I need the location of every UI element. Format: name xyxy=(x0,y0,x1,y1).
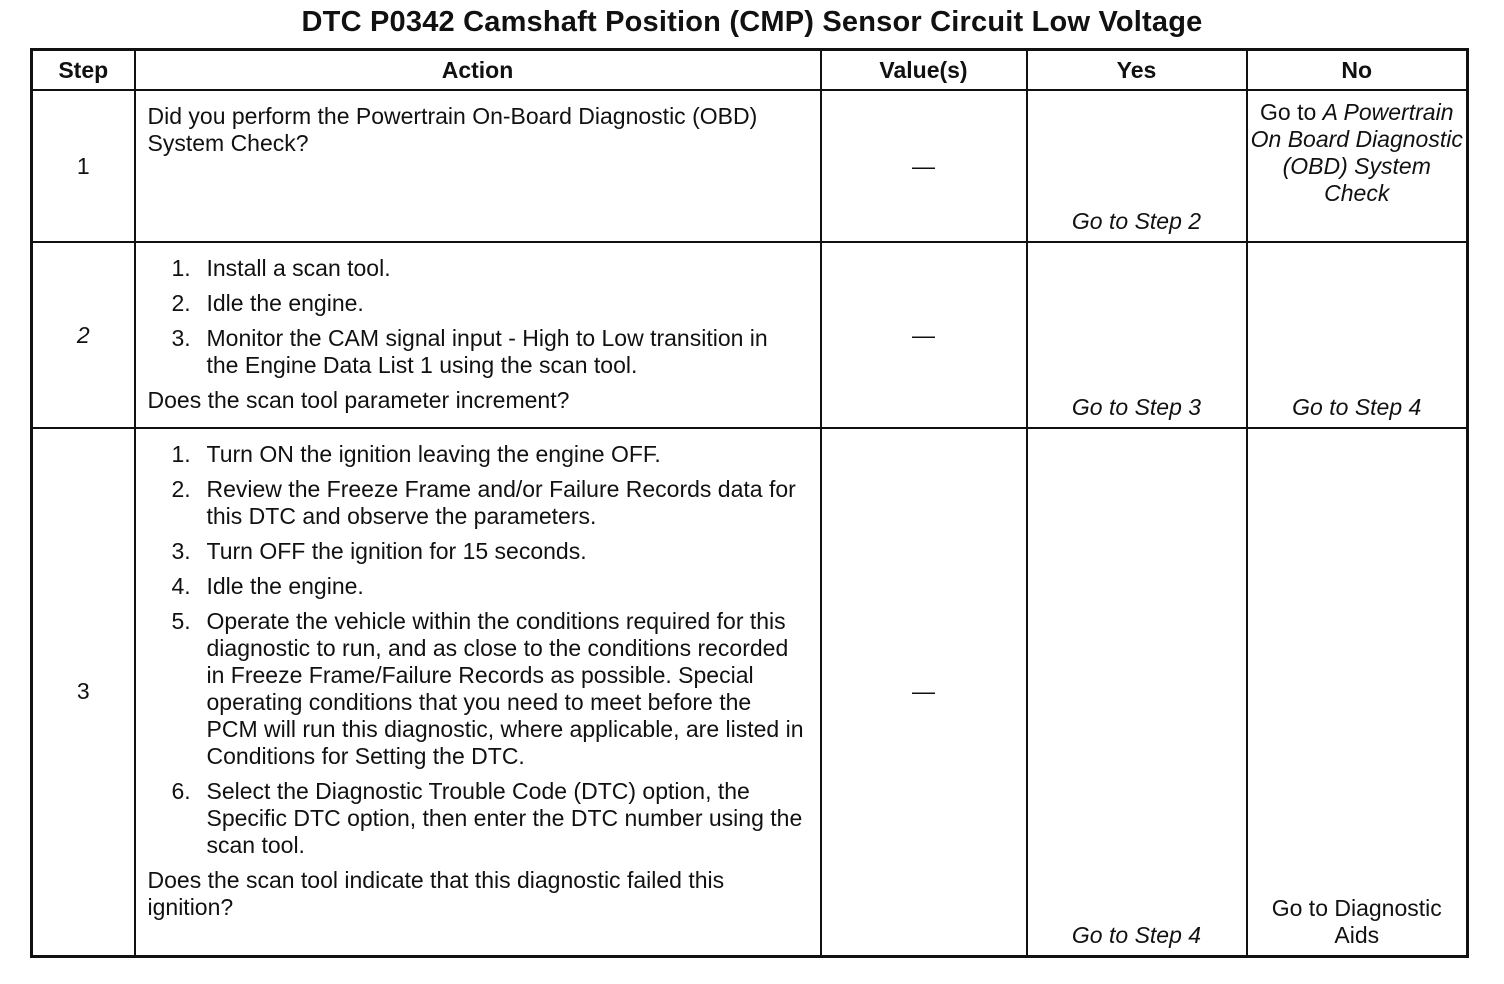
action-step xyxy=(172,441,806,468)
step-index: 6. xyxy=(171,778,191,804)
action-cell xyxy=(135,242,821,428)
step-index: 2. xyxy=(171,476,191,502)
action-step xyxy=(172,608,806,770)
action-step xyxy=(172,325,806,379)
header-step: Step xyxy=(32,50,135,91)
action-steps-list xyxy=(148,255,806,379)
value-cell: — xyxy=(821,428,1027,956)
yes-cell: Go to Step 4 xyxy=(1027,428,1247,956)
table-row xyxy=(32,428,1468,956)
action-steps-list xyxy=(148,441,806,859)
step-text: Idle the engine. xyxy=(206,573,364,599)
no-link-text: A Powertrain On Board Diagnostic (OBD) System Check xyxy=(1250,99,1463,206)
value-cell: — xyxy=(821,90,1027,242)
step-index: 5. xyxy=(171,608,191,634)
step-number: 2 xyxy=(32,242,135,428)
yes-cell: Go to Step 3 xyxy=(1027,242,1247,428)
step-index: 3. xyxy=(171,538,191,564)
header-values: Value(s) xyxy=(821,50,1027,91)
no-cell: Go to Diagnostic Aids xyxy=(1247,428,1468,956)
step-number: 3 xyxy=(32,428,135,956)
no-cell xyxy=(1247,90,1468,242)
table-row xyxy=(32,242,1468,428)
step-index: 3. xyxy=(171,325,191,351)
action-question: Does the scan tool indicate that this diagnostic failed this ignition? xyxy=(147,867,725,920)
step-text: Monitor the CAM signal input - High to Low transition in the Engine Data List 1 using the scan tool. xyxy=(206,325,768,378)
action-step xyxy=(172,573,806,600)
diagnostic-table xyxy=(30,48,1469,958)
step-text: Review the Freeze Frame and/or Failure Records data for this DTC and observe the parameters. xyxy=(206,476,796,529)
table-header-row xyxy=(32,50,1468,91)
value-cell: — xyxy=(821,242,1027,428)
step-number: 1 xyxy=(32,90,135,242)
step-text: Idle the engine. xyxy=(206,290,364,316)
header-action: Action xyxy=(135,50,821,91)
header-yes: Yes xyxy=(1027,50,1247,91)
step-text: Install a scan tool. xyxy=(206,255,391,281)
page-title: DTC P0342 Camshaft Position (CMP) Sensor Circuit Low Voltage xyxy=(301,6,1203,38)
step-text: Select the Diagnostic Trouble Code (DTC) option, the Specific DTC option, then enter the DTC number using the scan tool. xyxy=(206,778,803,858)
table-row xyxy=(32,90,1468,242)
action-step xyxy=(172,290,806,317)
action-step xyxy=(172,476,806,530)
action-step xyxy=(172,778,806,859)
step-index: 2. xyxy=(171,290,191,316)
step-index: 1. xyxy=(171,255,191,281)
header-no: No xyxy=(1247,50,1468,91)
step-index: 1. xyxy=(171,441,191,467)
no-cell: Go to Step 4 xyxy=(1247,242,1468,428)
step-text: Operate the vehicle within the conditions required for this diagnostic to run, and as close to the conditions recorded in Freeze Frame/Failure Records as possible. Special operating conditions that you need to meet before the PCM will run this diagnostic, where applicable, are listed in Conditions for Setting the DTC. xyxy=(206,608,804,769)
step-index: 4. xyxy=(171,573,191,599)
action-step xyxy=(172,255,806,282)
yes-cell: Go to Step 2 xyxy=(1027,90,1247,242)
no-prefix: Go to xyxy=(1260,99,1323,125)
step-text: Turn OFF the ignition for 15 seconds. xyxy=(206,538,587,564)
action-step xyxy=(172,538,806,565)
action-question: Did you perform the Powertrain On-Board Diagnostic (OBD) System Check? xyxy=(147,103,758,156)
step-text: Turn ON the ignition leaving the engine OFF. xyxy=(206,441,661,467)
action-cell xyxy=(135,428,821,956)
action-question: Does the scan tool parameter increment? xyxy=(147,387,570,413)
action-cell xyxy=(135,90,821,242)
